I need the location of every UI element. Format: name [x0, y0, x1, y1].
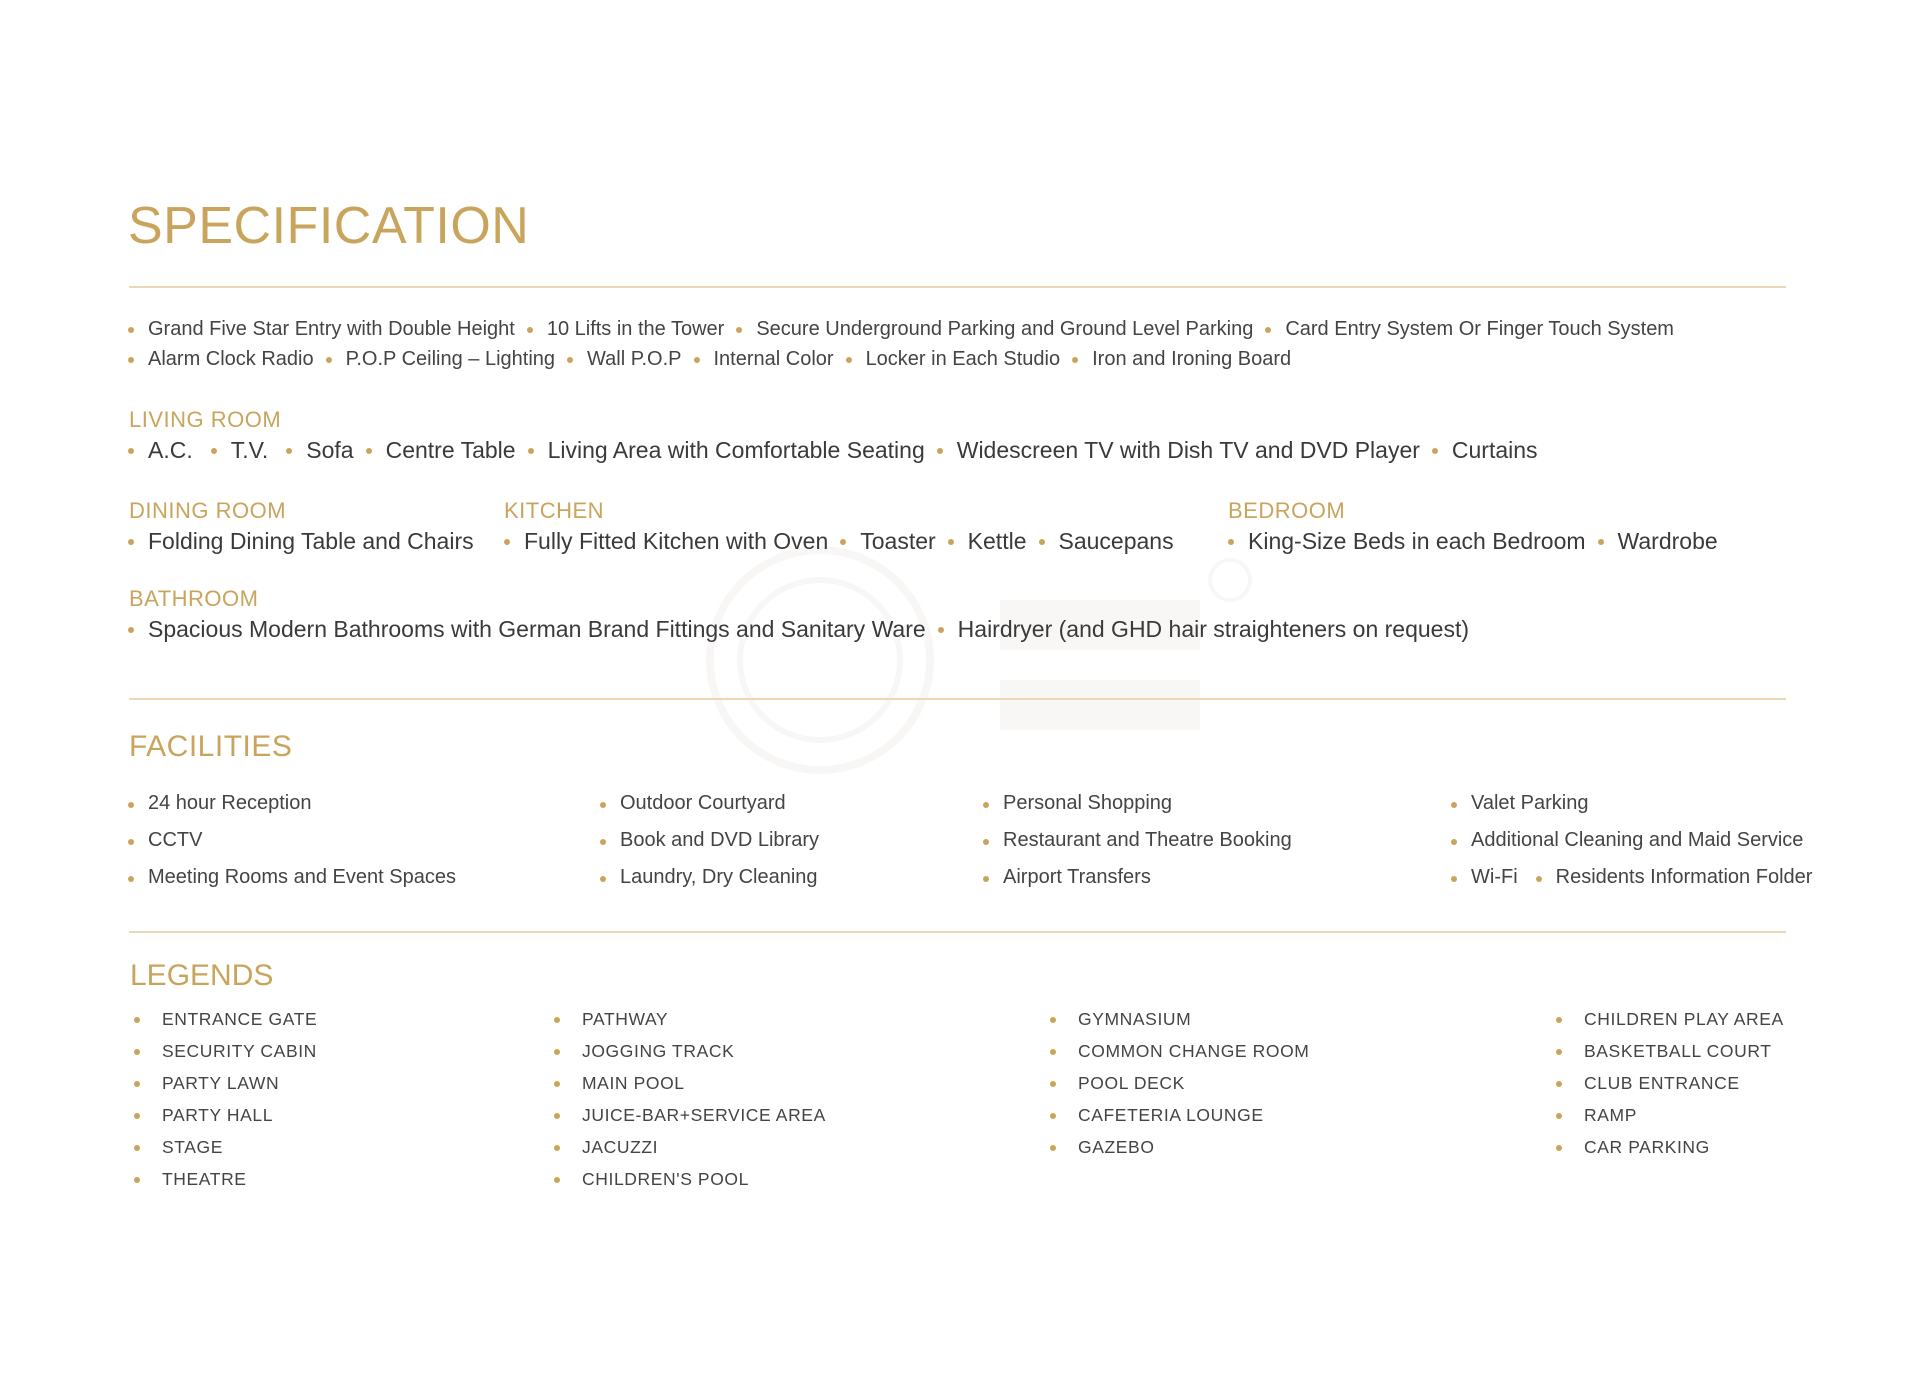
- list-item: CAFETERIA LOUNGE: [1050, 1099, 1310, 1131]
- list-item: ENTRANCE GATE: [134, 1003, 317, 1035]
- list-item: PATHWAY: [554, 1003, 826, 1035]
- list-item: Personal Shopping: [983, 785, 1292, 822]
- spec-item: P.O.P Ceiling – Lighting: [326, 344, 555, 374]
- bullet-icon: [527, 327, 533, 333]
- spec-item: Grand Five Star Entry with Double Height: [128, 314, 515, 344]
- facilities-heading: FACILITIES: [129, 730, 293, 763]
- list-item: GYMNASIUM: [1050, 1003, 1310, 1035]
- spec-item: Folding Dining Table and Chairs: [128, 526, 474, 556]
- list-item: POOL DECK: [1050, 1067, 1310, 1099]
- bullet-icon: [600, 802, 606, 808]
- living-room-heading: LIVING ROOM: [129, 407, 282, 432]
- bullet-icon: [938, 627, 944, 633]
- list-item: SECURITY CABIN: [134, 1035, 317, 1067]
- list-item: Meeting Rooms and Event Spaces: [128, 859, 456, 896]
- general-spec-line-1: [128, 314, 1686, 344]
- bedroom-heading: BEDROOM: [1228, 498, 1346, 523]
- bullet-icon: [1228, 539, 1234, 545]
- list-item: CCTV: [128, 822, 456, 859]
- bullet-icon: [134, 1145, 140, 1151]
- list-item: Wi-Fi Residents Information Folder: [1451, 859, 1830, 896]
- spec-item: Wall P.O.P: [567, 344, 681, 374]
- bullet-icon: [694, 357, 700, 363]
- bullet-icon: [1556, 1113, 1562, 1119]
- bullet-icon: [937, 448, 943, 454]
- legends-heading: LEGENDS: [130, 959, 274, 992]
- bathroom-items: [128, 614, 1481, 644]
- list-item: Outdoor Courtyard: [600, 785, 819, 822]
- bullet-icon: [983, 839, 989, 845]
- general-spec-line-2: [128, 344, 1303, 374]
- list-item: PARTY LAWN: [134, 1067, 317, 1099]
- spec-item: Internal Color: [694, 344, 834, 374]
- spec-item: King-Size Beds in each Bedroom: [1228, 526, 1586, 556]
- bullet-icon: [554, 1113, 560, 1119]
- bullet-icon: [554, 1081, 560, 1087]
- spec-item: Centre Table: [366, 435, 516, 465]
- watermark-logo-icon: [700, 540, 1260, 780]
- list-item: Laundry, Dry Cleaning: [600, 859, 819, 896]
- list-item: RAMP: [1556, 1099, 1784, 1131]
- bullet-icon: [554, 1145, 560, 1151]
- bullet-icon: [567, 357, 573, 363]
- list-item: THEATRE: [134, 1163, 317, 1195]
- bullet-icon: [983, 802, 989, 808]
- bullet-icon: [286, 448, 292, 454]
- list-item: Valet Parking: [1451, 785, 1830, 822]
- spec-item: Living Area with Comfortable Seating: [528, 435, 925, 465]
- spec-item: Card Entry System Or Finger Touch System: [1265, 314, 1674, 344]
- bullet-icon: [134, 1113, 140, 1119]
- bullet-icon: [1451, 839, 1457, 845]
- bullet-icon: [128, 627, 134, 633]
- bullet-icon: [211, 448, 217, 454]
- list-item: CHILDREN'S POOL: [554, 1163, 826, 1195]
- facilities-column-1: [128, 785, 456, 896]
- bullet-icon: [1598, 539, 1604, 545]
- bullet-icon: [1050, 1081, 1056, 1087]
- list-item: CHILDREN PLAY AREA: [1556, 1003, 1784, 1035]
- bullet-icon: [134, 1049, 140, 1055]
- facilities-column-3: [983, 785, 1292, 896]
- list-item: Airport Transfers: [983, 859, 1292, 896]
- list-item: JACUZZI: [554, 1131, 826, 1163]
- bullet-icon: [846, 357, 852, 363]
- bullet-icon: [554, 1049, 560, 1055]
- bullet-icon: [128, 448, 134, 454]
- bullet-icon: [134, 1081, 140, 1087]
- bullet-icon: [1050, 1113, 1056, 1119]
- list-item: CAR PARKING: [1556, 1131, 1784, 1163]
- bullet-icon: [366, 448, 372, 454]
- bullet-icon: [983, 876, 989, 882]
- facilities-column-2: [600, 785, 819, 896]
- list-item: GAZEBO: [1050, 1131, 1310, 1163]
- bullet-icon: [1050, 1145, 1056, 1151]
- spec-item: Wardrobe: [1598, 526, 1718, 556]
- list-item: 24 hour Reception: [128, 785, 456, 822]
- dining-room-heading: DINING ROOM: [129, 498, 287, 523]
- bullet-icon: [1451, 802, 1457, 808]
- spec-item: Fully Fitted Kitchen with Oven: [504, 526, 828, 556]
- bullet-icon: [600, 839, 606, 845]
- bullet-icon: [326, 357, 332, 363]
- list-item: Book and DVD Library: [600, 822, 819, 859]
- spec-item: Alarm Clock Radio: [128, 344, 314, 374]
- spec-item: Spacious Modern Bathrooms with German Brand Fittings and Sanitary Ware: [128, 614, 926, 644]
- bullet-icon: [1556, 1145, 1562, 1151]
- list-item: Restaurant and Theatre Booking: [983, 822, 1292, 859]
- spec-item: Saucepans: [1039, 526, 1174, 556]
- list-item: STAGE: [134, 1131, 317, 1163]
- page-title: SPECIFICATION: [128, 197, 530, 255]
- spec-item: Curtains: [1432, 435, 1538, 465]
- bullet-icon: [600, 876, 606, 882]
- bullet-icon: [1072, 357, 1078, 363]
- bullet-icon: [134, 1177, 140, 1183]
- bullet-icon: [528, 448, 534, 454]
- legends-column-4: [1556, 1003, 1784, 1163]
- list-item: MAIN POOL: [554, 1067, 826, 1099]
- bullet-icon: [1451, 876, 1457, 882]
- legends-column-3: [1050, 1003, 1310, 1163]
- list-item: Additional Cleaning and Maid Service: [1451, 822, 1830, 859]
- bullet-icon: [128, 539, 134, 545]
- bedroom-items: [1228, 526, 1730, 556]
- bullet-icon: [554, 1177, 560, 1183]
- bullet-icon: [1050, 1049, 1056, 1055]
- bullet-icon: [840, 539, 846, 545]
- facilities-column-4: [1451, 785, 1830, 896]
- spec-item: Toaster: [840, 526, 935, 556]
- spec-item: Iron and Ironing Board: [1072, 344, 1291, 374]
- legends-column-1: [134, 1003, 317, 1195]
- spec-item: Locker in Each Studio: [846, 344, 1061, 374]
- bullet-icon: [1050, 1017, 1056, 1023]
- legends-column-2: [554, 1003, 826, 1195]
- bullet-icon: [1556, 1017, 1562, 1023]
- bullet-icon: [948, 539, 954, 545]
- bullet-icon: [128, 327, 134, 333]
- list-item: PARTY HALL: [134, 1099, 317, 1131]
- bullet-icon: [134, 1017, 140, 1023]
- bathroom-heading: BATHROOM: [129, 586, 259, 611]
- spec-item: Widescreen TV with Dish TV and DVD Player: [937, 435, 1420, 465]
- spec-item: Hairdryer (and GHD hair straighteners on request): [938, 614, 1469, 644]
- spec-item: Sofa: [286, 435, 353, 465]
- bullet-icon: [554, 1017, 560, 1023]
- bullet-icon: [1556, 1081, 1562, 1087]
- list-item: BASKETBALL COURT: [1556, 1035, 1784, 1067]
- bullet-icon: [128, 802, 134, 808]
- spec-item: 10 Lifts in the Tower: [527, 314, 725, 344]
- divider: [129, 931, 1786, 933]
- list-item: JUICE-BAR+SERVICE AREA: [554, 1099, 826, 1131]
- list-item: CLUB ENTRANCE: [1556, 1067, 1784, 1099]
- spec-item: A.C.: [128, 435, 193, 465]
- bullet-icon: [1536, 876, 1542, 882]
- spec-item: Kettle: [948, 526, 1027, 556]
- list-item: COMMON CHANGE ROOM: [1050, 1035, 1310, 1067]
- bullet-icon: [1432, 448, 1438, 454]
- spec-item: Secure Underground Parking and Ground Level Parking: [736, 314, 1253, 344]
- kitchen-heading: KITCHEN: [504, 498, 605, 523]
- bullet-icon: [128, 357, 134, 363]
- bullet-icon: [504, 539, 510, 545]
- bullet-icon: [736, 327, 742, 333]
- kitchen-items: [504, 526, 1186, 556]
- bullet-icon: [128, 876, 134, 882]
- living-room-items: [128, 435, 1550, 465]
- bullet-icon: [1556, 1049, 1562, 1055]
- divider: [129, 698, 1786, 700]
- bullet-icon: [128, 839, 134, 845]
- spec-item: T.V.: [211, 435, 269, 465]
- bullet-icon: [1265, 327, 1271, 333]
- bullet-icon: [1039, 539, 1045, 545]
- list-item: JOGGING TRACK: [554, 1035, 826, 1067]
- divider: [129, 286, 1786, 288]
- dining-room-items: [128, 526, 486, 556]
